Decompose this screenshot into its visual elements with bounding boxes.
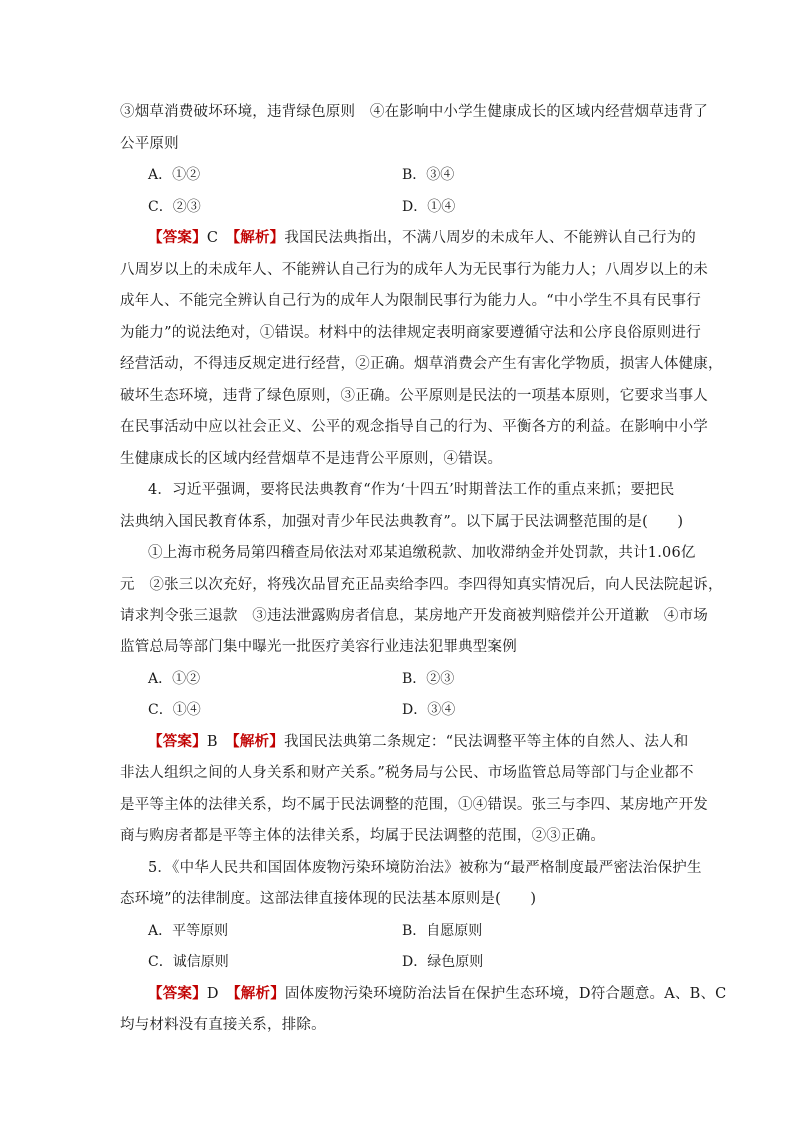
q4-statement-line-1: ①上海市税务局第四稽查局依法对邓某追缴税款、加收滞纳金并处罚款，共计1.06亿 [148,545,696,561]
q4-stem-line-2: 法典纳入国民教育体系，加强对青少年民法典教育”。以下属于民法调整范围的是( ) [120,514,684,530]
q3-statement-line-1: ③烟草消费破坏环境，违背绿色原则 ④在影响中小学生健康成长的区域内经营烟草违背了 [120,104,708,120]
q5-answer-line [148,984,727,1004]
q4-analysis-line-1: 我国民法典第二条规定：“民法调整平等主体的自然人、法人和 [283,734,689,750]
q4-statement-line-2: 元 ②张三以次充好，将残次品冒充正品卖给李四。李四得知真实情况后，向人民法院起诉， [120,577,723,593]
q5-option-b[interactable]: B．自愿原则 [402,923,483,939]
q4-analysis-line-3: 是平等主体的法律关系，均不属于民法调整的范围，①④错误。张三与李四、某房地产开发 [120,797,708,813]
q3-analysis-line-4: 为能力”的说法绝对，①错误。材料中的法律规定表明商家要遵循守法和公序良俗原则进行 [120,325,701,341]
q3-analysis-line-3: 成年人、不能完全辨认自己行为的成年人为限制民事行为能力人。“中小学生不具有民事行 [120,293,701,309]
q5-stem-line-1: 5．《中华人民共和国固体废物污染环境防治法》被称为“最严格制度最严密法治保护生 [148,860,702,876]
q3-option-d[interactable]: D．①④ [402,199,456,215]
q4-answer-tag: 【答案】 [148,733,207,750]
q5-option-c[interactable]: C．诚信原则 [148,954,229,970]
q4-statement-line-4: 监管总局等部门集中曝光一批医疗美容行业违法犯罪典型案例 [120,639,517,655]
q3-analysis-line-7: 在民事活动中应以社会正义、公平的观念指导自己的行为、平衡各方的利益。在影响中小学 [120,419,708,435]
q4-analysis-tag: 【解析】 [232,733,284,750]
q4-answer-line [148,732,690,752]
q4-analysis-line-2: 非法人组织之间的人身关系和财产关系。”税务局与公民、市场监管总局等部门与企业都不 [120,765,694,781]
q4-answer-value: B [206,734,218,750]
q3-analysis-line-1: 我国民法典指出，不满八周岁的未成年人、不能辨认自己行为的 [284,230,696,246]
q4-option-a[interactable]: A．①② [148,671,201,687]
q3-answer-tag: 【答案】 [148,229,207,246]
q5-answer-value: D [206,986,219,1002]
q5-analysis-tag: 【解析】 [233,985,285,1002]
q3-option-b[interactable]: B．③④ [402,167,455,183]
q5-analysis-line-2: 均与材料没有直接关系，排除。 [120,1017,326,1033]
q3-option-a[interactable]: A．①② [148,167,201,183]
q3-analysis-line-2: 八周岁以上的未成年人、不能辨认自己行为的成年人为无民事行为能力人；八周岁以上的未 [120,262,708,278]
q3-analysis-tag: 【解析】 [232,229,285,246]
q4-option-d[interactable]: D．③④ [402,702,456,718]
q4-option-c[interactable]: C．①④ [148,702,201,718]
q3-analysis-line-5: 经营活动，不得违反规定进行经营，②正确。烟草消费会产生有害化学物质，损害人体健康， [120,356,723,372]
q4-stem-line-1: 4．习近平强调，要将民法典教育“作为‘十四五’时期普法工作的重点来抓；要把民 [148,482,675,498]
q5-answer-tag: 【答案】 [148,985,207,1002]
q4-statement-line-3: 请求判令张三退款 ③违法泄露购房者信息，某房地产开发商被判赔偿并公开道歉 ④市场 [120,608,708,624]
q3-analysis-line-8: 生健康成长的区域内经营烟草不是违背公平原则，④错误。 [120,451,503,467]
q5-option-d[interactable]: D．绿色原则 [402,954,484,970]
q5-analysis-line-1: 固体废物污染环境防治法旨在保护生态环境，D符合题意。A、B、C [284,986,727,1002]
q3-answer-value: C [206,230,219,246]
q5-stem-line-2: 态环境”的法律制度。这部法律直接体现的民法基本原则是( ) [120,891,537,907]
q3-option-c[interactable]: C．②③ [148,199,201,215]
q4-option-b[interactable]: B．②③ [402,671,455,687]
q3-analysis-line-6: 破坏生态环境，违背了绿色原则，③正确。公平原则是民法的一项基本原则，它要求当事人 [120,388,708,404]
q5-option-a[interactable]: A．平等原则 [148,923,229,939]
q4-analysis-line-4: 商与购房者都是平等主体的法律关系，均属于民法调整的范围，②③正确。 [120,828,606,844]
q3-answer-line [148,228,696,248]
q3-statement-line-2: 公平原则 [120,136,179,152]
